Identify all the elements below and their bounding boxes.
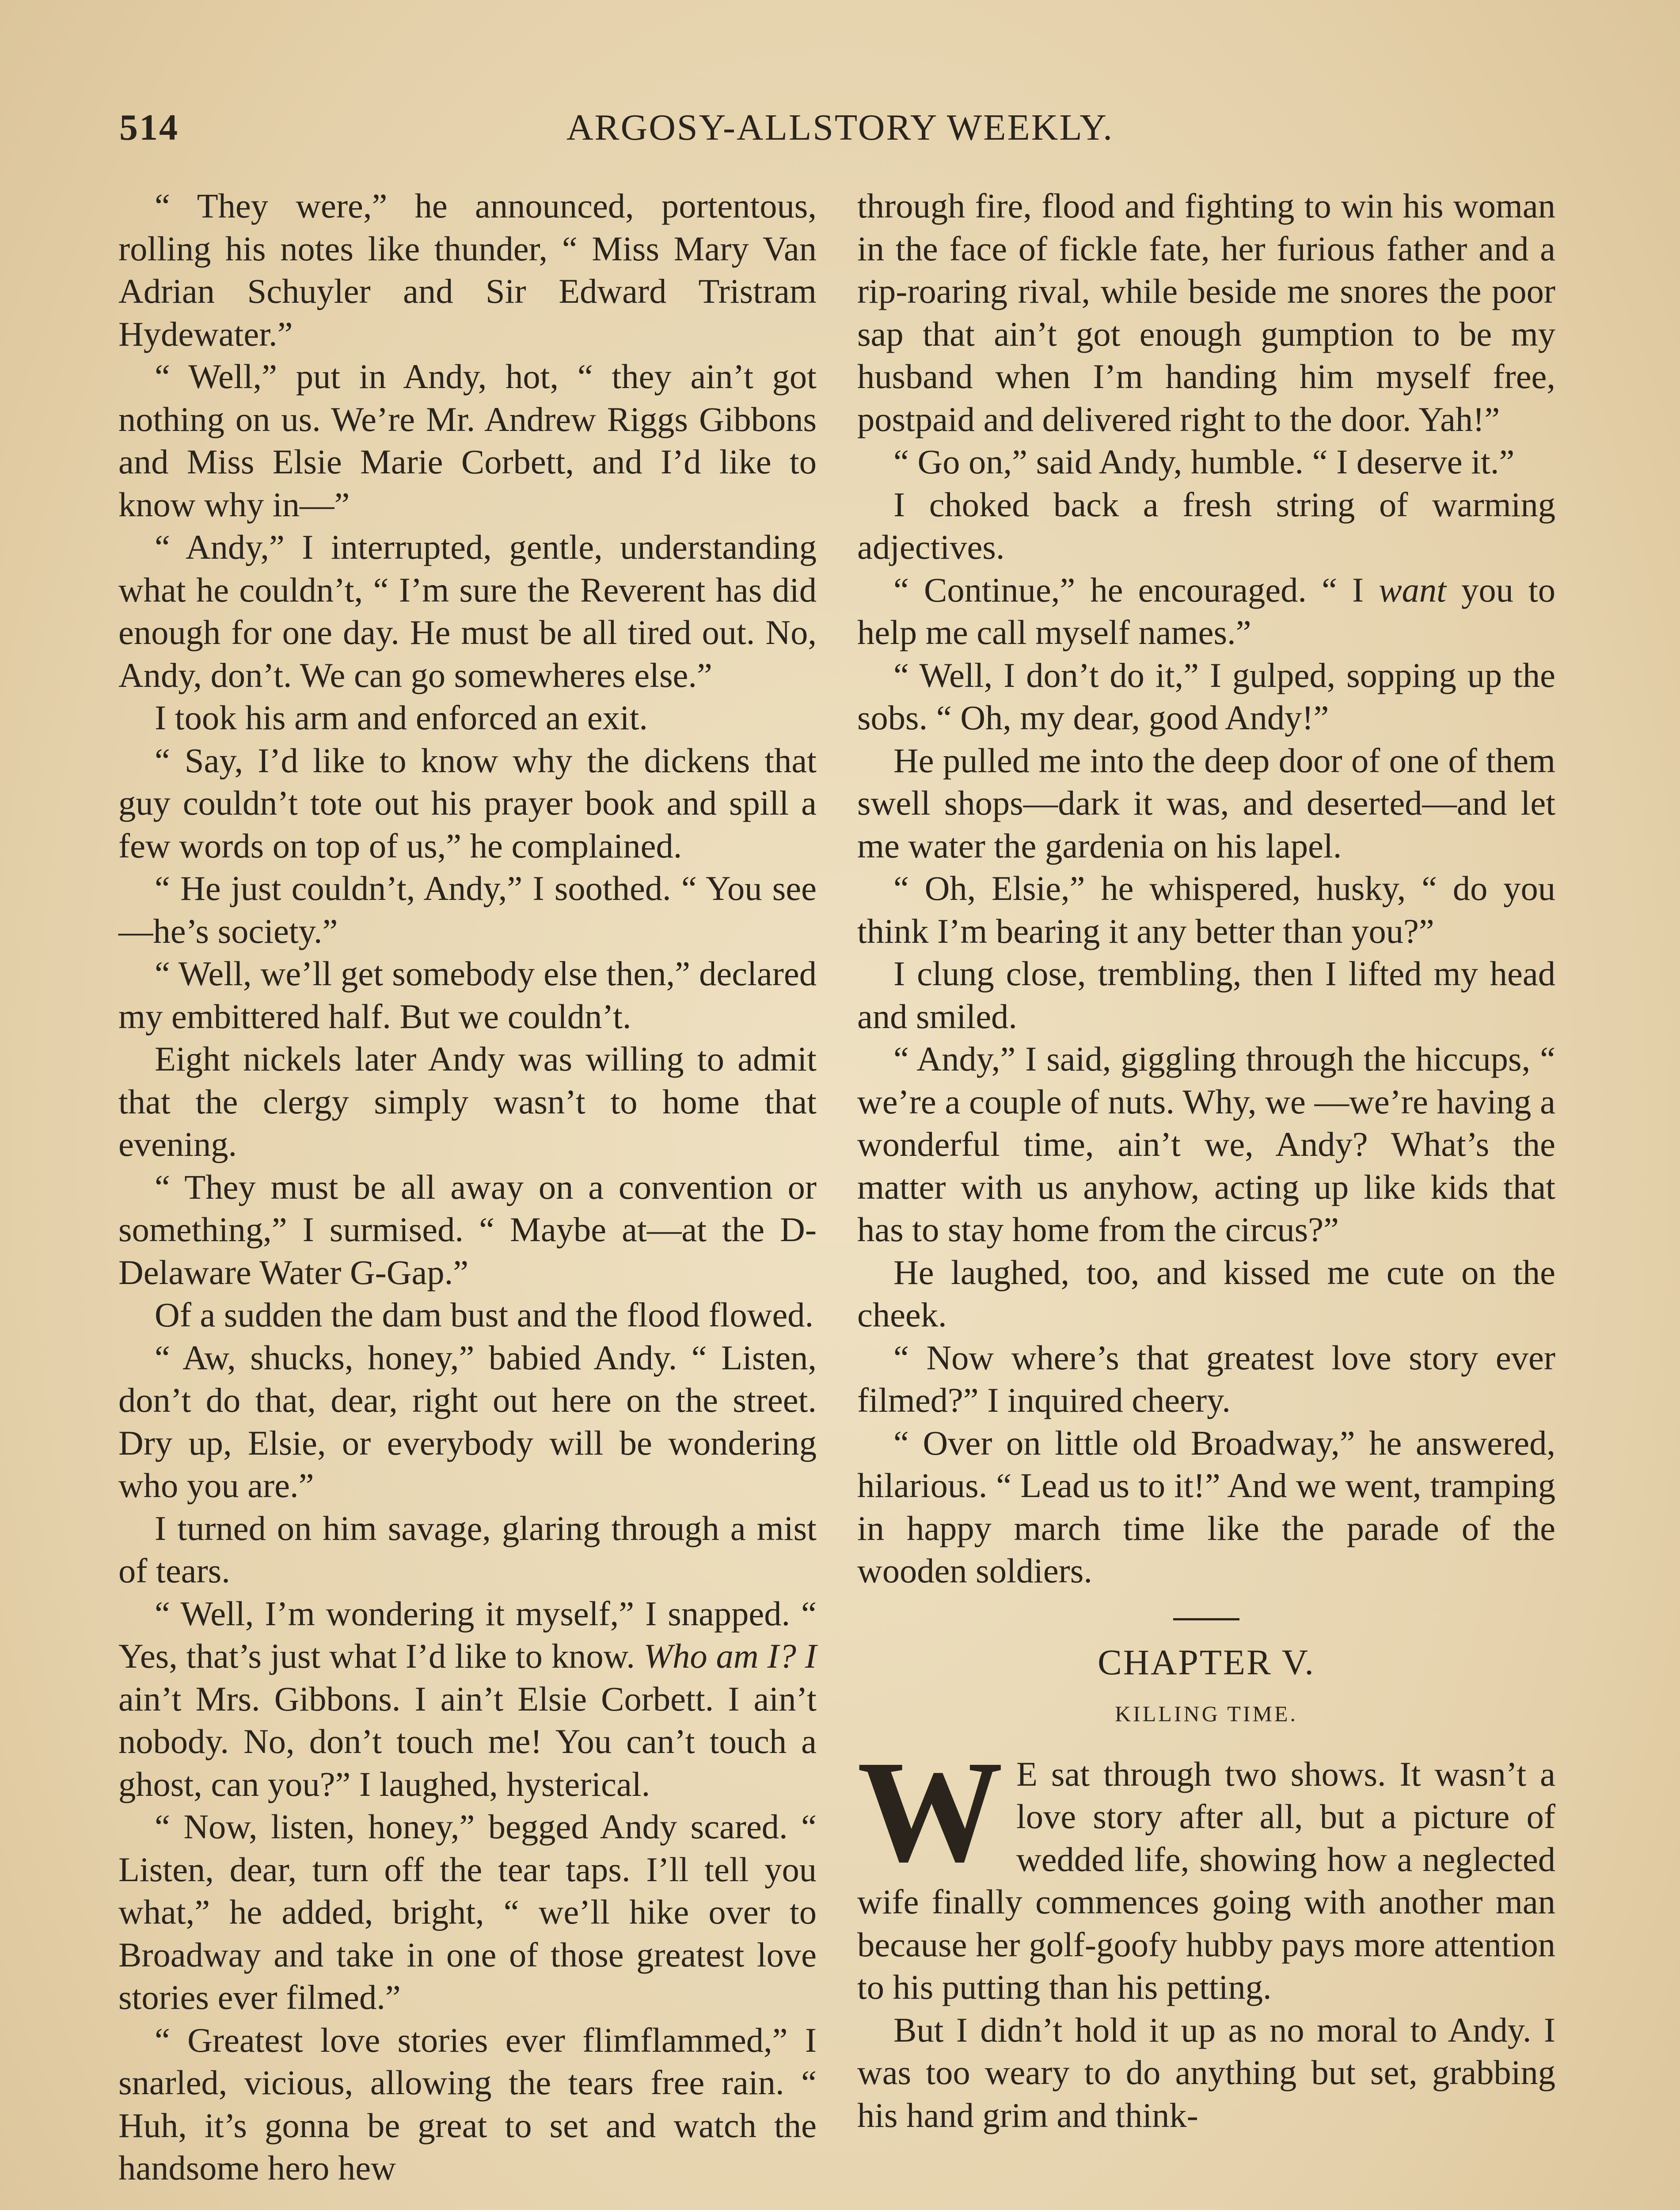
right-column — [857, 185, 1555, 2210]
chapter-title: CHAPTER V. — [1098, 1642, 1315, 1682]
running-title: ARGOSY-ALLSTORY WEEKLY. — [566, 107, 1114, 148]
paragraph-continuation: through fire, flood and fighting to win his woman in the face of fickle fate, her furious father and a rip-roaring rival, while beside me snores the poor sap that ain’t got enough gumption to be my husband when I’m handing him myself free, postpaid and delivered right to the door. Yah!” — [857, 187, 1555, 438]
paragraph: “ Andy,” I interrupted, gentle, understanding what he couldn’t, “ I’m sure the Reverent has did enough for one day. He must be all tired out. No, Andy, don’t. We can go somewheres else.” — [118, 528, 817, 694]
paragraph: “ Well, we’ll get somebody else then,” declared my embittered half. But we couldn’t. — [118, 954, 817, 1036]
paragraph — [118, 1593, 817, 1806]
paragraph: “ He just couldn’t, Andy,” I soothed. “ You see—he’s society.” — [118, 869, 817, 950]
paragraph: “ Now, listen, honey,” begged Andy scared. “ Listen, dear, turn off the tear taps. I’ll tell you what,” he added, bright, “ we’ll hike over to Broadway and take in one of those greatest love stories ever filmed.” — [118, 1807, 817, 2016]
drop-cap: W — [857, 1730, 1003, 1892]
paragraph: “ They were,” he announced, portentous, rolling his notes like thunder, “ Miss Mary Van Adrian Schuyler and Sir Edward Tristram Hydewater.” — [118, 187, 817, 353]
paragraph-text: “ Well, I’m wondering it myself,” I snapped. “ Yes, that’s just what I’d like to know. — [118, 1594, 817, 1675]
paragraph: “ Well, I don’t do it,” I gulped, sopping up the sobs. “ Oh, my dear, good Andy!” — [857, 655, 1555, 737]
chapter-subtitle: KILLING TIME. — [1115, 1701, 1298, 1726]
paragraph: I choked back a fresh string of warming adjectives. — [857, 485, 1555, 566]
paragraph: He pulled me into the deep door of one of them swell shops—dark it was, and deserted—and let me water the gardenia on his lapel. — [857, 741, 1555, 865]
paragraph: “ Over on little old Broadway,” he answered, hilarious. “ Lead us to it!” And we went, tramping in happy march time like the parade of the wooden soldiers. — [857, 1423, 1555, 1590]
italic-text: Who am I? I — [643, 1637, 817, 1675]
paragraph-text: E sat through two shows. It wasn’t a love story after all, but a picture of wedded life, showing how a neglected wife finally commences going with another man because her golf-goofy hubby pays more attention to his putting than his petting. — [857, 1754, 1555, 2006]
left-column — [118, 185, 817, 2210]
paragraph: He laughed, too, and kissed me cute on the cheek. — [857, 1253, 1555, 1334]
paragraph: “ Oh, Elsie,” he whispered, husky, “ do you think I’m bearing it any better than you?” — [857, 869, 1555, 950]
paragraph: But I didn’t hold it up as no moral to Andy. I was too weary to do anything but set, grabbing his hand grim and think- — [857, 2010, 1555, 2134]
paragraph: I turned on him savage, glaring through a mist of tears. — [118, 1509, 817, 1590]
paragraph: I took his arm and enforced an exit. — [155, 698, 648, 737]
paragraph: Eight nickels later Andy was willing to admit that the clergy simply wasn’t to home that evening. — [118, 1040, 817, 1163]
paragraph: “ Greatest love stories ever flimflammed,” I snarled, vicious, allowing the tears free rain. “ Huh, it’s gonna be great to set and watch the handsome hero hew — [118, 2020, 817, 2187]
paragraph-text: ain’t Mrs. Gibbons. I ain’t Elsie Corbett. I ain’t nobody. No, don’t touch me! You can’t touch a ghost, can you?” I laughed, hysterical. — [118, 1679, 817, 1803]
paragraph: “ Now where’s that greatest love story ever filmed?” I inquired cheery. — [857, 1338, 1555, 1419]
paragraph: “ Well,” put in Andy, hot, “ they ain’t got nothing on us. We’re Mr. Andrew Riggs Gibbons and Miss Elsie Marie Corbett, and I’d like to know why in—” — [118, 357, 817, 524]
paragraph: “ Go on,” said Andy, humble. “ I deserve it.” — [893, 442, 1515, 481]
chapter-first-paragraph — [857, 1730, 1555, 2009]
paragraph-text: “ Continue,” he encouraged. “ I — [893, 570, 1379, 609]
paragraph: “ Say, I’d like to know why the dickens that guy couldn’t tote out his prayer book and spill a few words on top of us,” he complained. — [118, 741, 817, 865]
page-header — [119, 106, 1561, 164]
section-divider — [857, 1615, 1555, 1623]
paragraph — [857, 569, 1555, 654]
paragraph-text: you to help me call myself names.” — [857, 570, 1555, 652]
paragraph: I clung close, trembling, then I lifted my head and smiled. — [857, 954, 1555, 1036]
paragraph: Of a sudden the dam bust and the flood flowed. — [155, 1296, 814, 1334]
paragraph: “ Aw, shucks, honey,” babied Andy. “ Listen, don’t do that, dear, right out here on the street. Dry up, Elsie, or everybody will be wondering who you are.” — [118, 1338, 817, 1505]
italic-text: want — [1379, 570, 1446, 609]
page-number: 514 — [119, 107, 179, 148]
paragraph: “ They must be all away on a convention or something,” I surmised. “ Maybe at—at the D-Delaware Water G-Gap.” — [118, 1167, 817, 1292]
paragraph: “ Andy,” I said, giggling through the hiccups, “ we’re a couple of nuts. Why, we —we’re having a wonderful time, ain’t we, Andy? What’s the matter with us anyhow, acting up like kids that has to stay home from the circus?” — [857, 1040, 1555, 1249]
